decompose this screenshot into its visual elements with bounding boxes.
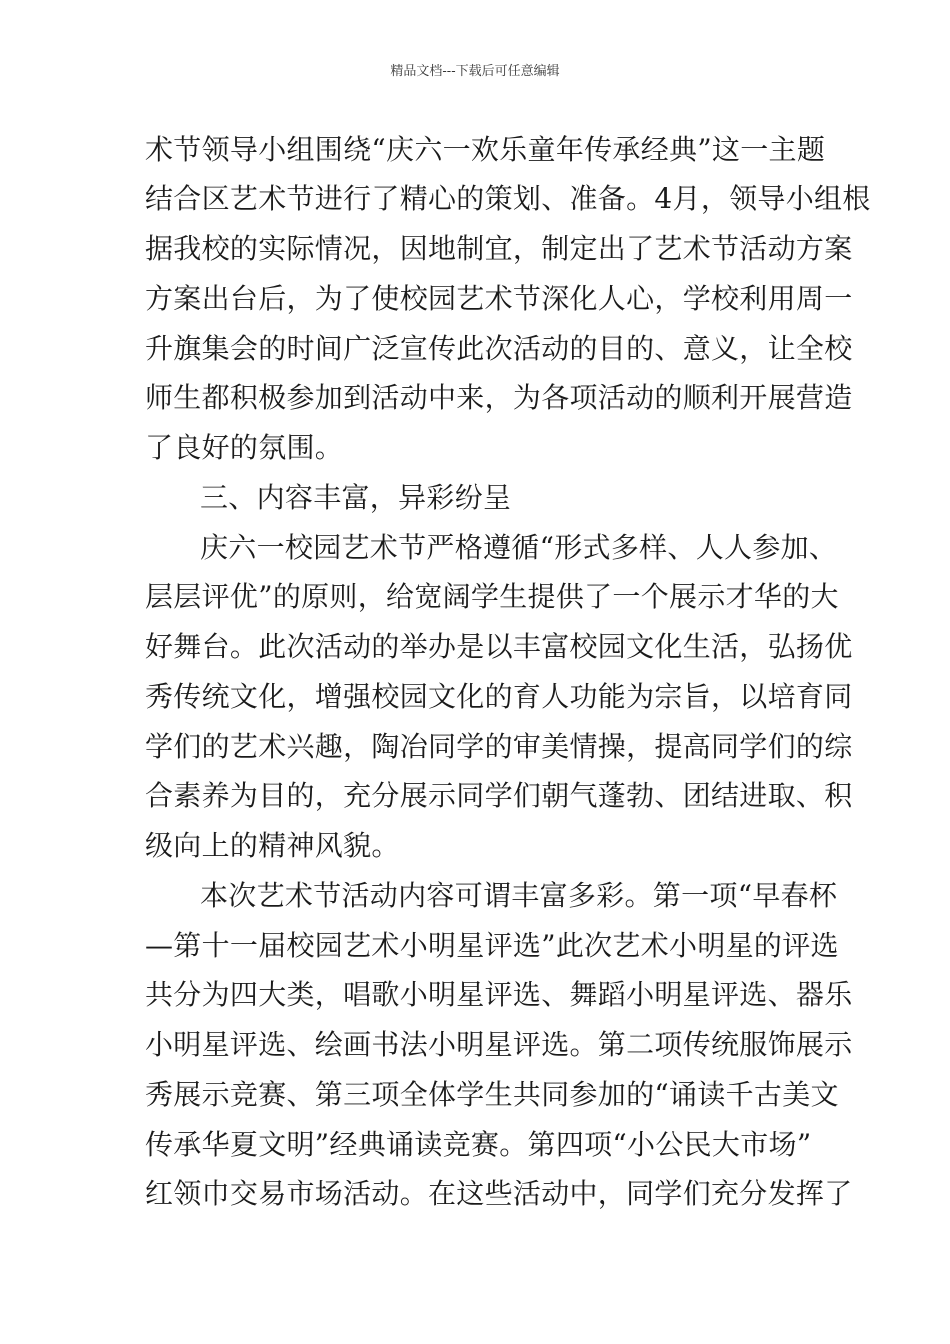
body-line-3: 据我校的实际情况，因地制宜，制定出了艺术节活动方案	[145, 232, 853, 265]
body-line-9: 庆六一校园艺术节严格遵循“形式多样、人人参加、	[200, 531, 838, 564]
body-line-18: 共分为四大类，唱歌小明星评选、舞蹈小明星评选、器乐	[145, 978, 853, 1011]
body-line-14: 合素养为目的，充分展示同学们朝气蓬勃、团结进取、积	[145, 779, 853, 812]
body-line-11: 好舞台。此次活动的举办是以丰富校园文化生活，弘扬优	[145, 630, 853, 663]
body-line-1: 术节领导小组围绕“庆六一欢乐童年传承经典”这一主题	[145, 133, 826, 166]
body-line-6: 师生都积极参加到活动中来，为各项活动的顺利开展营造	[145, 381, 853, 414]
body-line-7: 了良好的氛围。	[145, 431, 344, 464]
page-header: 精品文档---下载后可任意编辑	[390, 64, 560, 79]
body-line-22: 红领巾交易市场活动。在这些活动中，同学们充分发挥了	[145, 1177, 853, 1210]
body-line-10: 层层评优”的原则，给宽阔学生提供了一个展示才华的大	[145, 580, 839, 613]
body-line-2: 结合区艺术节进行了精心的策划、准备。4月，领导小组根	[145, 182, 871, 215]
body-line-20: 秀展示竞赛、第三项全体学生共同参加的“诵读千古美文	[145, 1078, 839, 1111]
body-line-5: 升旗集会的时间广泛宣传此次活动的目的、意义，让全校	[145, 332, 853, 365]
body-line-21: 传承华夏文明”经典诵读竞赛。第四项“小公民大市场”	[145, 1128, 812, 1161]
body-line-12: 秀传统文化，增强校园文化的育人功能为宗旨，以培育同	[145, 680, 853, 713]
section-heading: 三、内容丰富，异彩纷呈	[200, 481, 512, 514]
body-line-16: 本次艺术节活动内容可谓丰富多彩。第一项“早春杯	[200, 879, 838, 912]
body-line-15: 级向上的精神风貌。	[145, 829, 400, 862]
body-line-17: —第十一届校园艺术小明星评选”此次艺术小明星的评选	[145, 929, 839, 962]
body-line-4: 方案出台后，为了使校园艺术节深化人心，学校利用周一	[145, 282, 853, 315]
body-line-13: 学们的艺术兴趣，陶冶同学的审美情操，提高同学们的综	[145, 730, 853, 763]
body-line-19: 小明星评选、绘画书法小明星评选。第二项传统服饰展示	[145, 1028, 853, 1061]
